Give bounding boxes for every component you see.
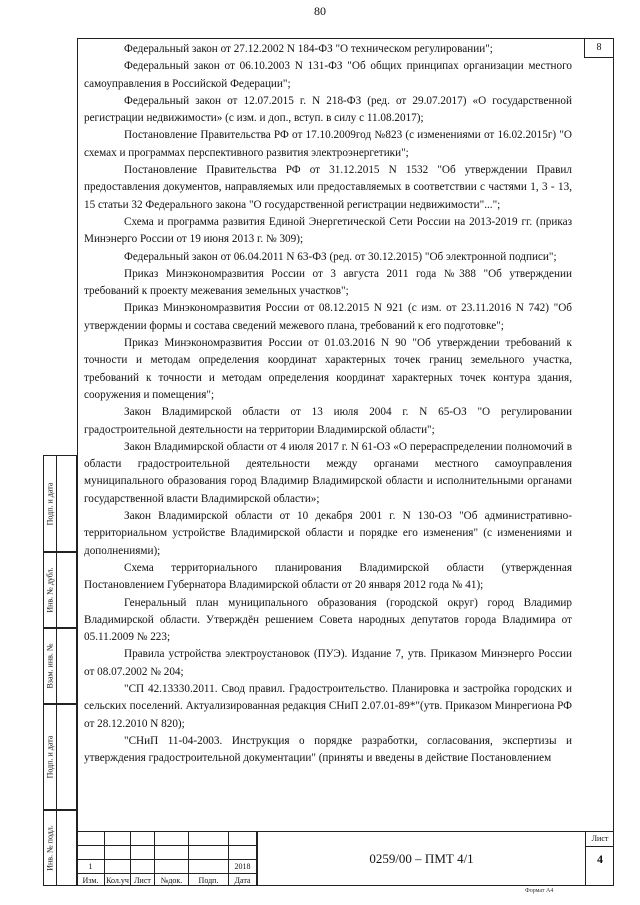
paragraph: Постановление Правительства РФ от 31.12.2015 N 1532 "Об утверждении Правил предоставления документов, направляемых или предоставляемых в соответствии с частями 1, 3 - 13, 15 статьи 32 Федерального закона "О государственной регистрации недвижимости"..."; — [84, 164, 572, 211]
tb-header-koluch: Кол.уч — [105, 873, 131, 886]
paragraph: Приказ Минэкономразвития России от 08.12.2015 N 921 (с изм. от 23.11.2016 N 742) "Об утверждении формы и состава сведений межевого плана, требований к его подготовке"; — [84, 302, 572, 332]
tb-value-izm: 1 — [77, 859, 105, 873]
paragraph: "СНиП 11-04-2003. Инструкция о порядке разработки, согласования, экспертизы и утверждения градостроительной документации" (приняты и введены в действие Постановлением — [84, 734, 572, 765]
side-stamp-podp-data-1 — [43, 455, 77, 552]
sheet-number-box — [585, 831, 614, 886]
page-frame — [77, 38, 614, 886]
tb-cell — [131, 831, 155, 845]
side-stamp-vzam-inv — [43, 628, 77, 704]
tb-cell — [77, 845, 105, 859]
tb-value-list — [131, 859, 155, 873]
tb-value-data: 2018 — [229, 859, 257, 873]
tb-cell — [189, 831, 229, 845]
side-stamp-inv-podl — [43, 810, 77, 886]
tb-header-ndok: №док. — [155, 873, 189, 886]
paragraph: Приказ Минэкономразвития России от 3 августа 2011 года №388 "Об утверждении требований к проекту межевания земельных участков"; — [84, 267, 572, 298]
tb-value-koluch — [105, 859, 131, 873]
sheet-label: Лист — [586, 832, 614, 847]
tb-value-podp — [189, 859, 229, 873]
tb-header-data: Дата — [229, 873, 257, 886]
document-code: 0259/00 – ПМТ 4/1 — [257, 831, 585, 886]
tb-cell — [131, 845, 155, 859]
tb-cell — [105, 831, 131, 845]
tb-header-list: Лист — [131, 873, 155, 886]
paragraph: Закон Владимирской области от 4 июля 2017 г. N 61-ОЗ «О перераспределении полномочий в области градостроительной деятельности между органами местного самоуправления муниципального образования город Владимир Владимирской области и исполнительными органами государственной власти Владимирской области»; — [84, 440, 572, 505]
paragraph: Схема территориального планирования Владимирской области (утвержденная Постановлением Губернатора Владимирской области от 20 января 2012 года № 41); — [84, 561, 572, 592]
side-label: Инв. № дубл. — [45, 567, 55, 613]
paragraph: Закон Владимирской области от 13 июля 2004 г. N 65-ОЗ "О регулировании градостроительной деятельности на территории Владимирской области"; — [84, 406, 572, 436]
side-label: Подп. и дата — [45, 482, 55, 525]
tb-header-podp: Подп. — [189, 873, 229, 886]
tb-header-izm: Изм. — [77, 873, 105, 886]
sheet-tab: 8 — [584, 38, 614, 58]
tb-cell — [189, 845, 229, 859]
title-block — [77, 831, 614, 886]
paragraph: "СП 42.13330.2011. Свод правил. Градостроительство. Планировка и застройка городских и сельских поселений. Актуализированная редакция СНиП 2.07.01-89*"(утв. Приказом Минрегиона РФ от 28.12.2010 N 820); — [84, 682, 572, 730]
paragraph: Постановление Правительства РФ от 17.10.2009год №823 (с изменениями от 16.02.2015г) "О схемах и программах перспективного развития электроэнергетики"; — [84, 129, 572, 159]
side-stamp-inv-dubl — [43, 552, 77, 628]
paragraph: Федеральный закон от 27.12.2002 N 184-ФЗ "О техническом регулировании"; — [124, 43, 493, 55]
tb-cell — [77, 831, 105, 845]
tb-cell — [229, 831, 257, 845]
paragraph: Приказ Минэкономразвития России от 01.03.2016 N 90 "Об утверждении требований к точности и методам определения координат характерных точек границ земельного участка, требований к точности и методам определения координат характерных точек контура здания, сооружения и помещения"; — [84, 337, 572, 401]
side-label: Взам. инв. № — [45, 643, 55, 689]
document-body — [78, 41, 584, 767]
tb-cell — [155, 845, 189, 859]
paragraph: Правила устройства электроустановок (ПУЭ). Издание 7, утв. Приказом Минэнерго России от 08.07.2002 № 204; — [84, 648, 572, 678]
paragraph: Федеральный закон от 06.04.2011 N 63-ФЗ (ред. от 30.12.2015) "Об электронной подписи"; — [124, 250, 557, 263]
page-number-top: 80 — [314, 4, 326, 18]
side-stamp-podp-data-2 — [43, 704, 77, 810]
tb-value-ndok — [155, 859, 189, 873]
paragraph: Генеральный план муниципального образования (городской округ) город Владимир Владимирской области. Утверждён решением Совета народных депутатов города Владимира от 05.11.2009 № 223; — [84, 596, 572, 644]
format-label: Формат А4 — [525, 888, 554, 894]
paragraph: Федеральный закон от 06.10.2003 N 131-ФЗ "Об общих принципах организации местного самоуправления в Российской Федерации"; — [84, 60, 572, 90]
paragraph: Схема и программа развития Единой Энергетической Сети России на 2013-2019 гг. (приказ Минэнерго России от 19 июня 2013 г. № 309); — [84, 215, 572, 246]
paragraph: Федеральный закон от 12.07.2015 г. N 218-ФЗ (ред. от 29.07.2017) «О государственной регистрации недвижимости» (с изм. и доп., вступ. в силу с 11.08.2017); — [84, 94, 572, 125]
side-label: Инв. № подл. — [45, 825, 55, 871]
side-label: Подп. и дата — [45, 735, 55, 779]
tb-cell — [229, 845, 257, 859]
paragraph: Закон Владимирской области от 10 декабря 2001 г. N 130-ОЗ "Об административно-территориальном устройстве Владимирской области и порядке его изменения" (с изменениями и дополнениями); — [84, 510, 572, 557]
sheet-number: 4 — [597, 852, 603, 866]
tb-cell — [105, 845, 131, 859]
tb-cell — [155, 831, 189, 845]
